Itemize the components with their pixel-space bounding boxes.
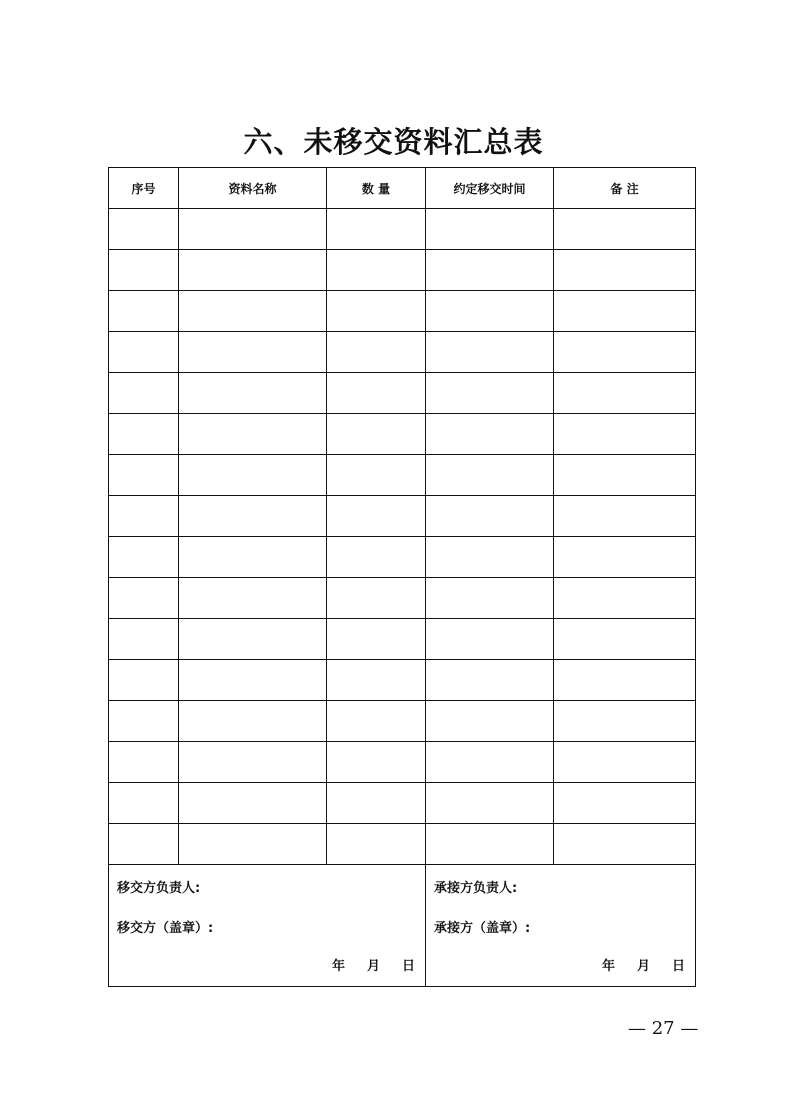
signature-row (109, 865, 696, 987)
table-cell[interactable] (426, 373, 554, 414)
table-cell[interactable] (179, 332, 327, 373)
table-row (109, 783, 696, 824)
table-row (109, 742, 696, 783)
date-day: 日 (401, 959, 415, 974)
table-cell[interactable] (109, 250, 179, 291)
table-cell[interactable] (554, 660, 696, 701)
table-cell[interactable] (109, 537, 179, 578)
table-cell[interactable] (426, 291, 554, 332)
table-cell[interactable] (179, 250, 327, 291)
date-year: 年 (331, 959, 345, 974)
table-cell[interactable] (327, 824, 426, 865)
table-cell[interactable] (109, 414, 179, 455)
header-material-name: 资料名称 (179, 168, 327, 209)
table-cell[interactable] (109, 660, 179, 701)
header-remarks: 备 注 (554, 168, 696, 209)
table-cell[interactable] (327, 701, 426, 742)
table-cell[interactable] (554, 209, 696, 250)
transferor-seal-label: 移交方（盖章）: (117, 921, 214, 936)
table-cell[interactable] (109, 291, 179, 332)
receiver-responsible-label: 承接方负责人: (434, 881, 518, 896)
table-cell[interactable] (554, 701, 696, 742)
table-cell[interactable] (426, 742, 554, 783)
transferor-signature-cell (109, 865, 426, 987)
table-cell[interactable] (554, 291, 696, 332)
table-cell[interactable] (426, 578, 554, 619)
table-cell[interactable] (327, 332, 426, 373)
table-cell[interactable] (426, 209, 554, 250)
table-cell[interactable] (426, 537, 554, 578)
table-cell[interactable] (554, 824, 696, 865)
table-cell[interactable] (554, 332, 696, 373)
table-cell[interactable] (426, 332, 554, 373)
table-row (109, 619, 696, 660)
table-cell[interactable] (179, 496, 327, 537)
table-cell[interactable] (327, 537, 426, 578)
transferor-date (310, 955, 415, 974)
table-cell[interactable] (109, 332, 179, 373)
date-month: 月 (636, 959, 650, 974)
table-cell[interactable] (109, 701, 179, 742)
table-cell[interactable] (426, 701, 554, 742)
table-row (109, 291, 696, 332)
table-cell[interactable] (327, 660, 426, 701)
table-cell[interactable] (426, 455, 554, 496)
table-cell[interactable] (426, 414, 554, 455)
table-cell[interactable] (179, 742, 327, 783)
table-cell[interactable] (109, 742, 179, 783)
table-cell[interactable] (109, 619, 179, 660)
table-cell[interactable] (426, 783, 554, 824)
table-cell[interactable] (554, 496, 696, 537)
table-cell[interactable] (179, 414, 327, 455)
table-cell[interactable] (109, 578, 179, 619)
table-cell[interactable] (554, 783, 696, 824)
date-day: 日 (671, 959, 685, 974)
table-row (109, 496, 696, 537)
table-cell[interactable] (327, 250, 426, 291)
table-header-row (109, 168, 696, 209)
table-cell[interactable] (327, 619, 426, 660)
table-row (109, 701, 696, 742)
table-cell[interactable] (554, 537, 696, 578)
table-cell[interactable] (179, 537, 327, 578)
table-cell[interactable] (109, 373, 179, 414)
table-cell[interactable] (109, 783, 179, 824)
table-cell[interactable] (109, 824, 179, 865)
table-row (109, 537, 696, 578)
table-cell[interactable] (554, 414, 696, 455)
page-title: 六、未移交资料汇总表 (243, 125, 544, 159)
table-cell[interactable] (327, 291, 426, 332)
table-cell[interactable] (179, 578, 327, 619)
table-cell[interactable] (554, 578, 696, 619)
table-cell[interactable] (554, 455, 696, 496)
table-cell[interactable] (327, 578, 426, 619)
table-cell[interactable] (109, 209, 179, 250)
table-cell[interactable] (327, 414, 426, 455)
table-cell[interactable] (327, 455, 426, 496)
table-cell[interactable] (426, 824, 554, 865)
table-cell[interactable] (179, 660, 327, 701)
table-cell[interactable] (327, 783, 426, 824)
page-number: — 27 — (628, 1018, 699, 1039)
table-row (109, 250, 696, 291)
table-row (109, 455, 696, 496)
receiver-seal-label: 承接方（盖章）: (434, 921, 531, 936)
table-cell[interactable] (426, 250, 554, 291)
table-row (109, 824, 696, 865)
table-cell[interactable] (554, 373, 696, 414)
header-quantity: 数 量 (327, 168, 426, 209)
table-row (109, 373, 696, 414)
table-cell[interactable] (554, 250, 696, 291)
table-cell[interactable] (426, 496, 554, 537)
table-cell[interactable] (327, 496, 426, 537)
table-cell[interactable] (179, 209, 327, 250)
table-cell[interactable] (109, 455, 179, 496)
table-cell[interactable] (554, 742, 696, 783)
table-row (109, 209, 696, 250)
table-cell[interactable] (179, 783, 327, 824)
date-month: 月 (366, 959, 380, 974)
table-row (109, 660, 696, 701)
table-cell[interactable] (327, 373, 426, 414)
table-cell[interactable] (179, 701, 327, 742)
table-cell[interactable] (109, 496, 179, 537)
table-cell[interactable] (554, 619, 696, 660)
receiver-date (580, 955, 685, 974)
table-cell[interactable] (426, 660, 554, 701)
table-cell[interactable] (179, 619, 327, 660)
header-serial-number: 序号 (109, 168, 179, 209)
table-cell[interactable] (179, 373, 327, 414)
summary-table (108, 167, 696, 987)
table-cell[interactable] (179, 455, 327, 496)
table-row (109, 578, 696, 619)
date-year: 年 (601, 959, 615, 974)
table-cell[interactable] (426, 619, 554, 660)
header-agreed-transfer-time: 约定移交时间 (426, 168, 554, 209)
transferor-responsible-label: 移交方负责人: (117, 881, 201, 896)
table-cell[interactable] (327, 209, 426, 250)
table-cell[interactable] (179, 824, 327, 865)
table-cell[interactable] (179, 291, 327, 332)
receiver-signature-cell (426, 865, 696, 987)
table-row (109, 332, 696, 373)
table-row (109, 414, 696, 455)
table-cell[interactable] (327, 742, 426, 783)
